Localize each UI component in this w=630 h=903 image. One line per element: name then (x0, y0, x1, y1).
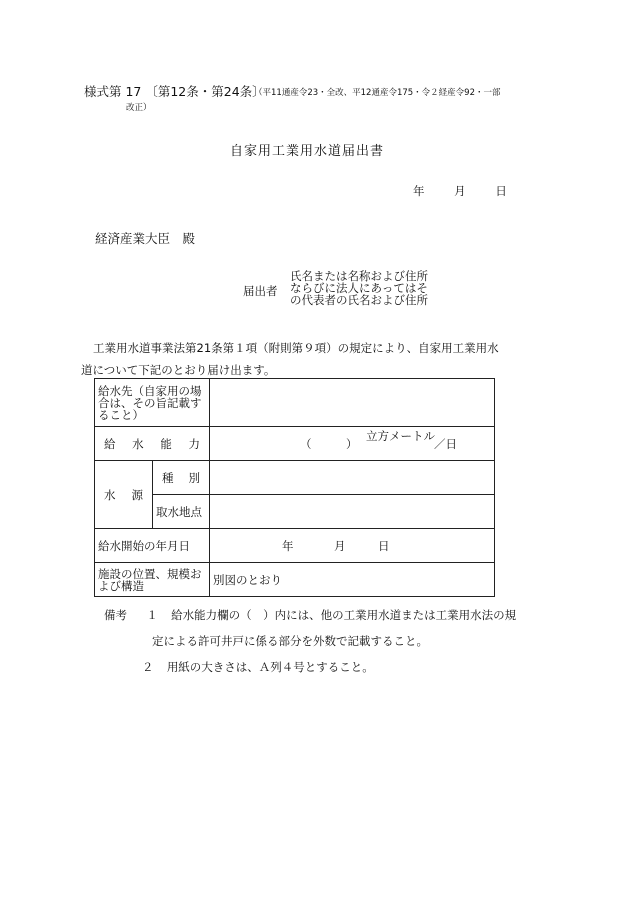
source-type-label: 種 別 (153, 461, 210, 495)
supply-capacity-field[interactable]: （ ） 立方メートル ／日 (210, 427, 495, 461)
remark-text-cont: 定による許可井戸に係る部分を外数で記載すること。 (152, 634, 428, 648)
table-row (95, 461, 495, 495)
date-day: 日 (495, 184, 507, 198)
remark-item (104, 602, 524, 628)
notifier-line: ならびに法人にあってはそ (290, 281, 428, 295)
date-line (413, 183, 507, 199)
source-type-field[interactable] (210, 461, 495, 495)
form-number: 様式第 17 〔第12条・第24条〕 (84, 84, 265, 99)
supply-start-date-field[interactable]: 年 月 日 (210, 529, 495, 563)
remarks-label: 備考 (104, 608, 127, 622)
remark-text: 用紙の大きさは、Ａ列４号とすること。 (166, 660, 374, 674)
notifier-line: の代表者の氏名および住所 (290, 293, 428, 307)
facility-field[interactable]: 別図のとおり (210, 563, 495, 597)
supply-start-date-label: 給水開始の年月日 (95, 529, 210, 563)
notification-table (94, 378, 495, 597)
addressee: 経済産業大臣 殿 (95, 231, 196, 246)
remark-number: １ (146, 608, 158, 622)
water-source-label: 水 源 (95, 461, 153, 529)
intake-point-label: 取水地点 (153, 495, 210, 529)
supply-capacity-label: 給 水 能 力 (95, 427, 210, 461)
table-row (95, 379, 495, 427)
table-row (95, 427, 495, 461)
document-title: 自家用工業用水道届出書 (230, 144, 385, 159)
remark-number: ２ (142, 660, 154, 674)
amendment-note-cont: 改正） (126, 103, 152, 113)
body-line: 工業用水道事業法第21条第１項（附則第９項）の規定により、自家用工業用水 (93, 341, 499, 355)
table-row (95, 495, 495, 529)
amendment-note: （平11通産令23・全改、平12通産令175・令２経産令92・一部 (254, 88, 501, 98)
body-paragraph (81, 337, 517, 381)
body-line: 道について下記のとおり届け出ます。 (81, 363, 276, 377)
date-year: 年 (413, 184, 425, 198)
intake-point-field[interactable] (210, 495, 495, 529)
supply-destination-field[interactable] (210, 379, 495, 427)
facility-label: 施設の位置、規模お よび構造 (95, 563, 210, 597)
notifier-fields (290, 270, 428, 306)
remarks (104, 602, 524, 680)
table-row (95, 529, 495, 563)
notifier-label: 届出者 (243, 284, 278, 298)
remark-item (104, 654, 524, 680)
table-row (95, 563, 495, 597)
remark-text: 給水能力欄の（ ）内には、他の工業用水道または工業用水法の規 (171, 608, 517, 622)
supply-destination-label: 給水先（自家用の場 合は、その旨記載す ること） (95, 379, 210, 427)
date-month: 月 (454, 184, 466, 198)
notifier-line: 氏名または名称および住所 (290, 269, 428, 283)
